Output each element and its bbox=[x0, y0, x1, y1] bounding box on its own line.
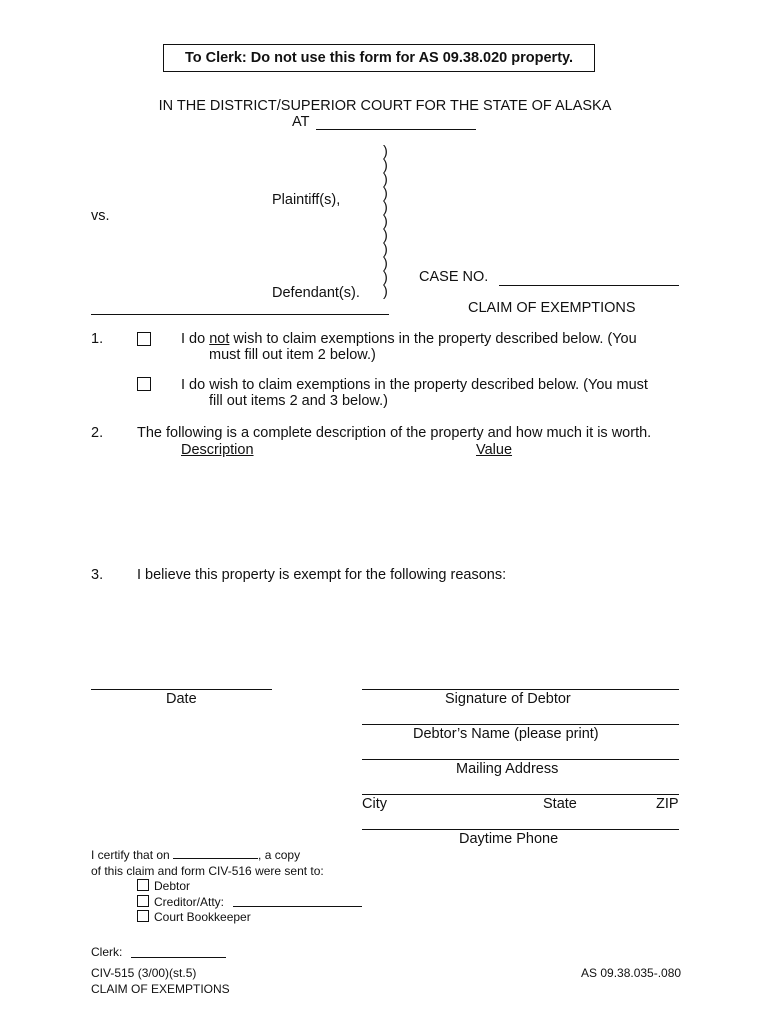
state-label: State bbox=[543, 796, 577, 812]
clerk-label: Clerk: bbox=[91, 945, 123, 959]
defendant-label: Defendant(s). bbox=[272, 285, 360, 301]
mailing-address-label: Mailing Address bbox=[456, 761, 559, 777]
do-claim-text-line2: fill out items 2 and 3 below.) bbox=[209, 393, 388, 409]
form-title: CLAIM OF EXEMPTIONS bbox=[468, 300, 636, 316]
clerk-signature-field[interactable] bbox=[131, 957, 226, 958]
certificate-line-1: I certify that on , a copy bbox=[91, 848, 301, 862]
form-number: CIV-515 (3/00)(st.5) bbox=[91, 966, 197, 980]
recipient-creditor-checkbox[interactable] bbox=[137, 895, 149, 907]
do-not-claim-text-line2: must fill out item 2 below.) bbox=[209, 347, 376, 363]
case-number-field[interactable] bbox=[499, 285, 679, 286]
statute-reference: AS 09.38.035-.080 bbox=[581, 966, 682, 980]
description-column-header: Description bbox=[181, 442, 254, 458]
do-claim-text: I do wish to claim exemptions in the property described below. (You must bbox=[181, 377, 648, 393]
debtor-name-label: Debtor’s Name (please print) bbox=[413, 726, 599, 742]
recipient-debtor-checkbox[interactable] bbox=[137, 879, 149, 891]
case-number-label: CASE NO. bbox=[419, 269, 489, 285]
court-location-field[interactable] bbox=[316, 129, 476, 130]
item-1-number: 1. bbox=[91, 331, 104, 347]
recipient-bookkeeper-checkbox[interactable] bbox=[137, 910, 149, 922]
do-claim-checkbox[interactable] bbox=[137, 377, 151, 391]
vs-label: vs. bbox=[91, 208, 110, 224]
court-location-label: AT bbox=[292, 114, 310, 130]
recipient-bookkeeper-label: Court Bookkeeper bbox=[154, 910, 251, 924]
item-2-text: The following is a complete description of the property and how much it is worth. bbox=[137, 425, 652, 441]
signature-field[interactable] bbox=[362, 689, 679, 690]
item-3-text: I believe this property is exempt for the following reasons: bbox=[137, 567, 507, 583]
city-label: City bbox=[362, 796, 387, 812]
zip-label: ZIP bbox=[656, 796, 679, 812]
item-2-number: 2. bbox=[91, 425, 104, 441]
date-field[interactable] bbox=[91, 689, 272, 690]
form-name-footer: CLAIM OF EXEMPTIONS bbox=[91, 982, 230, 996]
clerk-notice-text: To Clerk: Do not use this form for AS 09.38.020 property. bbox=[184, 50, 574, 66]
caption-divider: ) ) ) ) ) ) ) ) ) ) ) bbox=[383, 144, 388, 300]
mailing-address-field[interactable] bbox=[362, 759, 679, 760]
city-state-zip-field[interactable] bbox=[362, 794, 679, 795]
daytime-phone-field[interactable] bbox=[362, 829, 679, 830]
date-label: Date bbox=[166, 691, 197, 707]
do-not-claim-text: I do not wish to claim exemptions in the property described below. (You bbox=[181, 331, 637, 347]
value-column-header: Value bbox=[476, 442, 513, 458]
defendant-name-line[interactable] bbox=[91, 314, 389, 315]
certificate-line-2: of this claim and form CIV-516 were sent to: bbox=[91, 864, 324, 878]
clerk-notice-box bbox=[163, 44, 595, 72]
item-3-number: 3. bbox=[91, 567, 104, 583]
daytime-phone-label: Daytime Phone bbox=[459, 831, 559, 847]
do-not-claim-checkbox[interactable] bbox=[137, 332, 151, 346]
recipient-debtor-label: Debtor bbox=[154, 879, 191, 893]
recipient-creditor-label: Creditor/Atty: bbox=[154, 895, 225, 909]
debtor-name-field[interactable] bbox=[362, 724, 679, 725]
plaintiff-label: Plaintiff(s), bbox=[272, 192, 341, 208]
court-heading: IN THE DISTRICT/SUPERIOR COURT FOR THE STATE OF ALASKA bbox=[158, 98, 612, 114]
signature-label: Signature of Debtor bbox=[445, 691, 571, 707]
creditor-name-field[interactable] bbox=[233, 906, 362, 907]
